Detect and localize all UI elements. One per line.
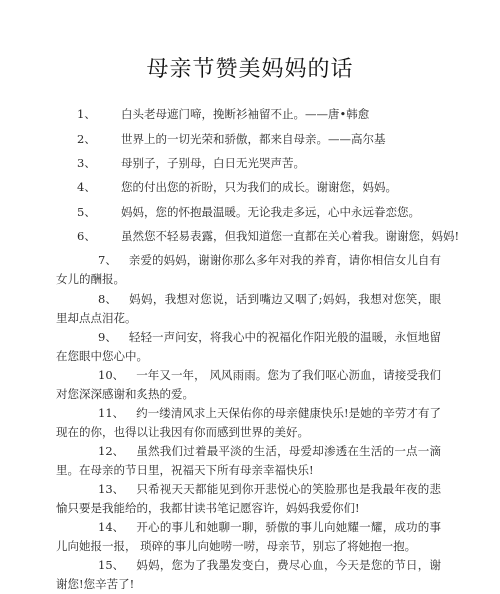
list-item: 10、 一年又一年， 风风雨雨。您为了我们呕心沥血，请接受我们对您深深感谢和炙热的爱。 — [56, 368, 441, 401]
list-item: 12、 虽然我们过着最平淡的生活，母爱却渗透在生活的一点一滴里。在母亲的节日里，祝福天下所有母亲幸福快乐! — [56, 444, 441, 477]
list-item: 13、 只希视天天都能见到你开悲悦心的笑脸那也是我最年夜的悲愉只要是我能给的，我都甘读书笔记愿容许，妈妈我爱你们! — [56, 482, 441, 515]
page-title: 母亲节赞美妈妈的话 — [146, 57, 354, 82]
list-item: 5、 妈妈，您的怀抱最温暖。无论我走多远，心中永远眷恋您。 — [77, 205, 420, 219]
list-item: 1、 白头老母遮门啼，挽断衫袖留不止。——唐•韩愈 — [77, 107, 370, 121]
list-item: 3、 母别子，子别母，白日无光哭声苦。 — [77, 156, 305, 170]
list-item: 11、 约一缕清风求上天保佑你的母亲健康快乐!是她的辛劳才有了现在的你，也得以让我因有你而感到世界的美好。 — [56, 406, 441, 439]
list-item: 7、 亲爱的妈妈，谢谢你那么多年对我的养育，请你相信女儿自有女儿的酬报。 — [56, 253, 441, 286]
list-item: 9、 轻轻一声问安，将我心中的祝福化作阳光般的温暖，永恒地留在您眼中您心中。 — [56, 330, 441, 363]
list-item: 14、 开心的事儿和她聊一聊，骄傲的事儿向她耀一耀，成功的事儿向她报一报， 琐碎的事儿向她唠一唠，母亲节，别忘了将她抱一抱。 — [56, 520, 441, 553]
list-item: 8、 妈妈，我想对您说，话到嘴边又咽了;妈妈，我想对您笑，眼里却点点泪花。 — [56, 292, 441, 325]
list-item: 4、 您的付出您的祈盼，只为我们的成长。谢谢您，妈妈。 — [77, 180, 397, 194]
list-item: 2、 世界上的一切光荣和骄傲，都来自母亲。——高尔基 — [77, 132, 386, 146]
list-item: 15、 妈妈，您为了我墨发变白，费尽心血，今天是您的节日，谢谢您!您辛苦了! — [56, 558, 441, 591]
list-item: 6、 虽然您不轻易表露，但我知道您一直都在关心着我。谢谢您，妈妈! — [77, 229, 460, 243]
